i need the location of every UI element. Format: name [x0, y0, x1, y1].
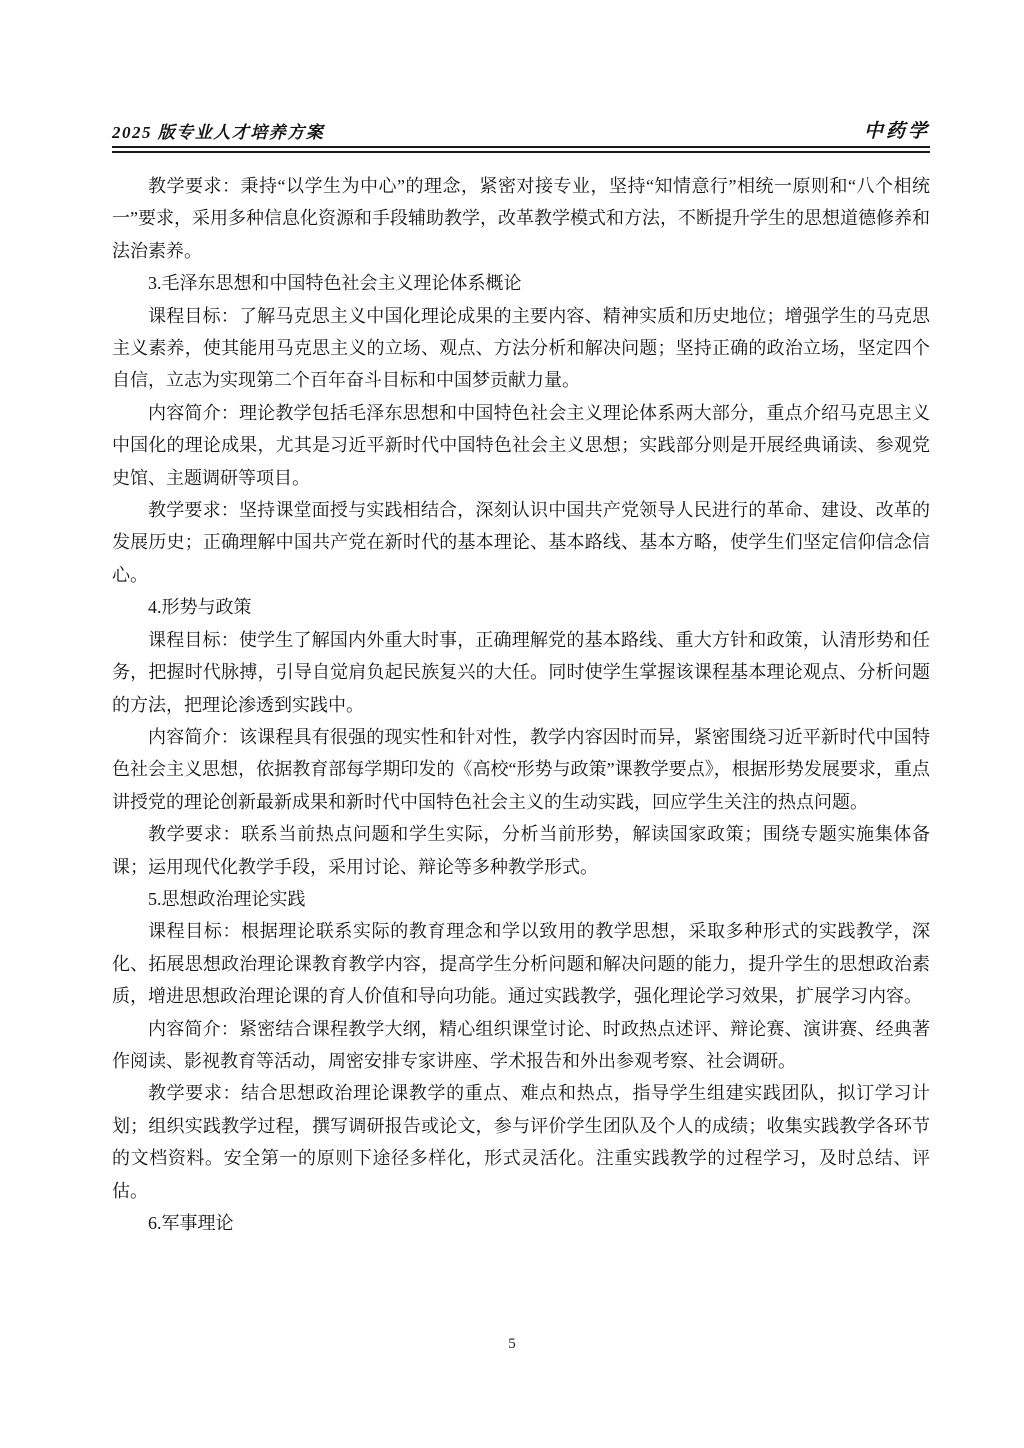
document-body — [112, 170, 930, 1239]
para-course-intro-course3: 内容简介：理论教学包括毛泽东思想和中国特色社会主义理论体系两大部分，重点介绍马克思主义中国化的理论成果，尤其是习近平新时代中国特色社会主义思想；实践部分则是开展经典诵读、参观党史馆、主题调研等项目。 — [112, 402, 930, 488]
page-number: 5 — [508, 1336, 516, 1352]
heading-course-6: 6.军事理论 — [148, 1213, 234, 1233]
para-course-intro-course4: 内容简介：该课程具有很强的现实性和针对性，教学内容因时而异，紧密围绕习近平新时代中国特色社会主义思想，依据教育部每学期印发的《高校“形势与政策”课教学要点》，根据形势发展要求，重点讲授党的理论创新最新成果和新时代中国特色社会主义的生动实践，回应学生关注的热点问题。 — [112, 726, 930, 812]
heading-course-5: 5.思想政治理论实践 — [148, 888, 306, 909]
para-teaching-requirement-course2: 教学要求：秉持“以学生为中心”的理念，紧密对接专业，坚持“知情意行”相统一原则和“八个相统一”要求，采用多种信息化资源和手段辅助教学，改革教学模式和方法，不断提升学生的思想道德修养和法治素养。 — [112, 176, 930, 261]
para-teaching-requirement-course5: 教学要求：结合思想政治理论课教学的重点、难点和热点，指导学生组建实践团队，拟订学习计划；组织实践教学过程，撰写调研报告或论文，参与评价学生团队及个人的成绩；收集实践教学各环节的文档资料。安全第一的原则下途径多样化，形式灵活化。注重实践教学的过程学习，及时总结、评估。 — [112, 1083, 930, 1201]
para-course-goal-course4: 课程目标：使学生了解国内外重大时事，正确理解党的基本路线、重大方针和政策，认清形势和任务，把握时代脉搏，引导自觉肩负起民族复兴的大任。同时使学生掌握该课程基本理论观点、分析问题的方法，把理论渗透到实践中。 — [112, 629, 930, 715]
header-major-name: 中药学 — [863, 121, 930, 142]
para-course-goal-course5: 课程目标：根据理论联系实际的教育理念和学以致用的教学思想，采取多种形式的实践教学，深化、拓展思想政治理论课教育教学内容，提高学生分析问题和解决问题的能力，提升学生的思想政治素质，增进思想政治理论课的育人价值和导向功能。通过实践教学，强化理论学习效果，扩展学习内容。 — [112, 921, 930, 1007]
header-double-rule — [112, 146, 930, 153]
heading-course-3: 3.毛泽东思想和中国特色社会主义理论体系概论 — [148, 273, 522, 294]
para-course-goal-course3: 课程目标：了解马克思主义中国化理论成果的主要内容、精神实质和历史地位；增强学生的马克思主义素养，使其能用马克思主义的立场、观点、方法分析和解决问题；坚持正确的政治立场，坚定四个自信，立志为实现第二个百年奋斗目标和中国梦贡献力量。 — [112, 305, 930, 391]
para-course-intro-course5: 内容简介：紧密结合课程教学大纲，精心组织课堂讨论、时政热点述评、辩论赛、演讲赛、经典著作阅读、影视教育等活动，周密安排专家讲座、学术报告和外出参观考察、社会调研。 — [112, 1018, 930, 1071]
page-header — [112, 116, 930, 143]
para-teaching-requirement-course3: 教学要求：坚持课堂面授与实践相结合，深刻认识中国共产党领导人民进行的革命、建设、改革的发展历史；正确理解中国共产党在新时代的基本理论、基本路线、基本方略，使学生们坚定信仰信念信心。 — [112, 500, 930, 585]
heading-course-4: 4.形势与政策 — [148, 597, 252, 618]
para-teaching-requirement-course4: 教学要求：联系当前热点问题和学生实际，分析当前形势，解读国家政策；围绕专题实施集体备课；运用现代化教学手段，采用讨论、辩论等多种教学形式。 — [112, 824, 930, 877]
header-document-title: 2025 版专业人才培养方案 — [112, 123, 325, 142]
